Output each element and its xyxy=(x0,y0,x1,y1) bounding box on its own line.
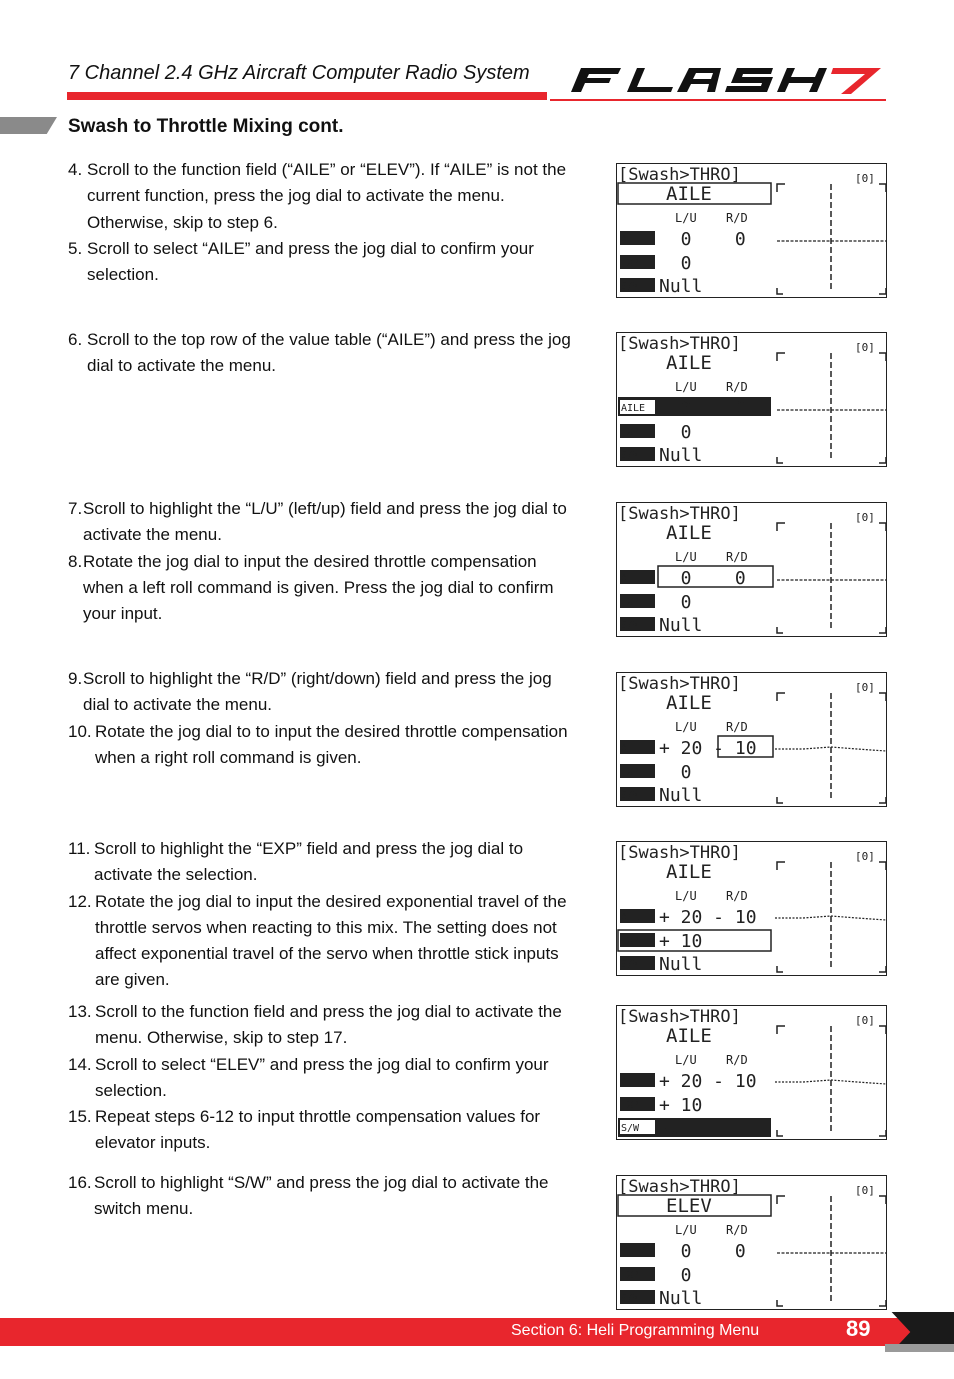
graph-corner xyxy=(879,862,886,870)
column-rd: R/D xyxy=(726,380,748,394)
step-4 xyxy=(68,157,578,236)
mix-row-label: AILE xyxy=(621,403,646,414)
switch-row-label: S/W xyxy=(621,959,640,970)
graph-corner xyxy=(879,288,886,294)
mix-row-label: AILE xyxy=(621,234,646,245)
step-text: Scroll to select “AILE” and press the jog dial to confirm your selection. xyxy=(87,238,534,285)
function-field: AILE xyxy=(666,1025,712,1047)
step-text: Scroll to the function field and press the jog dial to activate the menu. Otherwise, skip to step 17. xyxy=(95,1002,562,1048)
step-number: 6. xyxy=(68,330,83,349)
graph-corner xyxy=(777,457,783,463)
lcd-title: [Swash>THRO] xyxy=(618,165,741,185)
switch-row-label: S/W xyxy=(621,620,640,631)
lcd-title: [Swash>THRO] xyxy=(618,674,741,694)
function-field: ELEV xyxy=(666,1195,712,1217)
column-lu: L/U xyxy=(675,1053,697,1067)
graph-corner xyxy=(777,966,783,972)
step-number: 14. xyxy=(68,1054,92,1074)
exp-row-label: EXP xyxy=(621,767,640,778)
function-field: AILE xyxy=(666,692,712,714)
graph-corner xyxy=(777,1300,783,1306)
graph-corner xyxy=(879,523,886,531)
lcd-channel-badge: [0] xyxy=(855,511,875,524)
graph-corner xyxy=(777,523,785,531)
mix-row-label: AILE xyxy=(621,1076,646,1087)
step-12 xyxy=(68,889,578,994)
graph-corner xyxy=(879,1026,886,1034)
step-number: 8. xyxy=(68,551,83,571)
step-number: 9. xyxy=(68,669,83,688)
footer-bar xyxy=(0,1318,954,1346)
switch-row-value: Null xyxy=(659,276,703,297)
step-8 xyxy=(68,549,578,628)
step-number: 16. xyxy=(68,1173,92,1192)
exp-row-value: 0 xyxy=(659,253,692,274)
switch-row-value: Null xyxy=(659,445,703,466)
exp-row-label: EXP xyxy=(621,1270,640,1281)
column-rd: R/D xyxy=(726,211,748,225)
switch-row-label: S/W xyxy=(621,1293,640,1304)
mix-row-label: AILE xyxy=(621,573,646,584)
step-10 xyxy=(68,719,578,772)
switch-row-label: S/W xyxy=(621,1123,640,1134)
step-group-6 xyxy=(68,999,578,1157)
column-rd: R/D xyxy=(726,889,748,903)
step-group-5 xyxy=(68,836,578,994)
mix-row-label: ELEV xyxy=(621,1246,646,1257)
step-group-4 xyxy=(68,666,578,771)
lcd-title: [Swash>THRO] xyxy=(618,1177,741,1197)
column-lu: L/U xyxy=(675,550,697,564)
step-9 xyxy=(68,666,578,719)
lcd-channel-badge: [0] xyxy=(855,1184,875,1197)
graph-corner xyxy=(879,627,886,633)
column-lu: L/U xyxy=(675,1223,697,1237)
step-number: 5. xyxy=(68,238,83,258)
step-13 xyxy=(68,999,578,1052)
graph-corner xyxy=(777,797,783,803)
column-lu: L/U xyxy=(675,380,697,394)
step-text: Rotate the jog dial to input the desired exponential travel of the throttle servos when reacting to this mix. The setting does not affect exponential travel of the servo when throttle stick inputs are given. xyxy=(95,891,567,990)
header-title: 7 Channel 2.4 GHz Aircraft Computer Radio System xyxy=(68,62,530,84)
graph-corner xyxy=(879,966,886,972)
column-lu: L/U xyxy=(675,211,697,225)
step-text: Scroll to highlight “S/W” and press the jog dial to activate the switch menu. xyxy=(94,1173,549,1219)
graph-corner xyxy=(879,1300,886,1306)
step-number: 12. xyxy=(68,891,92,911)
graph-corner xyxy=(777,627,783,633)
exp-row-value: 0 xyxy=(659,422,692,443)
step-number: 11. xyxy=(68,839,91,858)
switch-row-value: Null xyxy=(659,1118,703,1139)
step-15 xyxy=(68,1104,578,1157)
graph-corner xyxy=(777,353,785,361)
page-number: 89 xyxy=(846,1316,871,1341)
column-rd: R/D xyxy=(726,550,748,564)
step-text: Scroll to the top row of the value table (“AILE”) and press the jog dial to activate the menu. xyxy=(87,330,571,376)
step-11 xyxy=(68,836,578,889)
graph-corner xyxy=(879,1130,886,1136)
exp-row-label: EXP xyxy=(621,1100,640,1111)
lcd-channel-badge: [0] xyxy=(855,850,875,863)
step-text: Scroll to highlight the “L/U” (left/up) field and press the jog dial to activate the menu. xyxy=(83,499,567,545)
mix-row-value: 0 0 xyxy=(659,398,746,419)
step-6 xyxy=(68,327,578,380)
step-text: Scroll to the function field (“AILE” or “ELEV”). If “AILE” is not the current function, press the jog dial to activate the menu. Otherwise, skip to step 6. xyxy=(87,160,567,232)
graph-corner xyxy=(879,797,886,803)
step-number: 13. xyxy=(68,1002,92,1021)
lcd-screen-6 xyxy=(616,1005,887,1140)
lcd-screen-2 xyxy=(616,332,887,467)
mix-row-value: + 20 - 10 xyxy=(659,1071,757,1092)
step-number: 7. xyxy=(68,499,83,518)
step-5 xyxy=(68,236,578,289)
exp-row-label: EXP xyxy=(621,258,640,269)
graph-corner xyxy=(777,693,785,701)
graph-corner xyxy=(879,693,886,701)
lcd-title: [Swash>THRO] xyxy=(618,1007,741,1027)
mix-row-value: + 20 - 10 xyxy=(659,738,757,759)
step-group-2 xyxy=(68,327,578,380)
graph-corner xyxy=(777,1130,783,1136)
header-rule xyxy=(67,92,547,100)
section-tab-marker xyxy=(0,117,57,134)
graph-corner xyxy=(777,862,785,870)
lcd-screen-3 xyxy=(616,502,887,637)
exp-row-value: + 10 xyxy=(659,931,703,952)
step-text: Scroll to highlight the “EXP” field and press the jog dial to activate the selection. xyxy=(94,839,524,885)
function-field: AILE xyxy=(666,183,712,205)
footer-accent xyxy=(885,1344,954,1352)
step-16 xyxy=(68,1170,578,1223)
column-rd: R/D xyxy=(726,1223,748,1237)
exp-row-value: 0 xyxy=(659,762,692,783)
step-number: 4. xyxy=(68,160,83,179)
step-14 xyxy=(68,1052,578,1105)
exp-row-value: 0 xyxy=(659,1265,692,1286)
column-lu: L/U xyxy=(675,720,697,734)
step-text: Rotate the jog dial to input the desired throttle compensation when a left roll command is given. Press the jog dial to confirm your input. xyxy=(83,551,554,624)
graph-corner xyxy=(879,353,886,361)
lcd-channel-badge: [0] xyxy=(855,341,875,354)
lcd-channel-badge: [0] xyxy=(855,681,875,694)
column-lu: L/U xyxy=(675,889,697,903)
switch-row-value: Null xyxy=(659,954,703,975)
step-group-3 xyxy=(68,496,578,627)
exp-row-value: + 10 xyxy=(659,1095,703,1116)
exp-row-label: EXP xyxy=(621,936,640,947)
lcd-title: [Swash>THRO] xyxy=(618,504,741,524)
lcd-title: [Swash>THRO] xyxy=(618,334,741,354)
graph-corner xyxy=(879,457,886,463)
column-rd: R/D xyxy=(726,1053,748,1067)
function-field: AILE xyxy=(666,352,712,374)
mix-row-value: 0 0 xyxy=(659,1241,746,1262)
lcd-channel-badge: [0] xyxy=(855,1014,875,1027)
exp-row-value: 0 xyxy=(659,592,692,613)
graph-corner xyxy=(777,1196,785,1204)
switch-row-label: S/W xyxy=(621,450,640,461)
step-text: Rotate the jog dial to to input the desired throttle compensation when a right roll command is given. xyxy=(95,721,568,767)
graph-corner xyxy=(777,184,785,192)
step-group-1 xyxy=(68,157,578,288)
column-rd: R/D xyxy=(726,720,748,734)
function-field: AILE xyxy=(666,522,712,544)
flash7-logo xyxy=(565,60,887,100)
switch-row-label: S/W xyxy=(621,281,640,292)
lcd-screen-7 xyxy=(616,1175,887,1310)
switch-row-label: S/W xyxy=(621,790,640,801)
lcd-channel-badge: [0] xyxy=(855,172,875,185)
section-heading: Swash to Throttle Mixing cont. xyxy=(68,116,344,137)
mix-row-value: 0 0 xyxy=(659,229,746,250)
step-text: Repeat steps 6-12 to input throttle compensation values for elevator inputs. xyxy=(95,1107,541,1153)
graph-corner xyxy=(879,184,886,192)
lcd-screen-5 xyxy=(616,841,887,976)
lcd-title: [Swash>THRO] xyxy=(618,843,741,863)
mix-row-value: + 20 - 10 xyxy=(659,907,757,928)
graph-corner xyxy=(777,1026,785,1034)
mix-row-label: AILE xyxy=(621,912,646,923)
step-group-7 xyxy=(68,1170,578,1223)
function-field: AILE xyxy=(666,861,712,883)
footer-section-label: Section 6: Heli Programming Menu xyxy=(511,1322,760,1339)
switch-row-value: Null xyxy=(659,785,703,806)
mix-row-label: AILE xyxy=(621,743,646,754)
mix-row-value: 0 0 xyxy=(659,568,746,589)
lcd-screen-4 xyxy=(616,672,887,807)
graph-corner xyxy=(777,288,783,294)
graph-corner xyxy=(879,1196,886,1204)
exp-row-label: EXP xyxy=(621,597,640,608)
exp-row-label: EXP xyxy=(621,427,640,438)
lcd-screen-1 xyxy=(616,163,887,298)
step-text: Scroll to select “ELEV” and press the jog dial to confirm your selection. xyxy=(95,1054,549,1100)
step-number: 15. xyxy=(68,1107,92,1127)
switch-row-value: Null xyxy=(659,615,703,636)
step-number: 10. xyxy=(68,721,92,741)
step-7 xyxy=(68,496,578,549)
switch-row-value: Null xyxy=(659,1288,703,1309)
step-text: Scroll to highlight the “R/D” (right/down) field and press the jog dial to activate the menu. xyxy=(83,669,552,715)
